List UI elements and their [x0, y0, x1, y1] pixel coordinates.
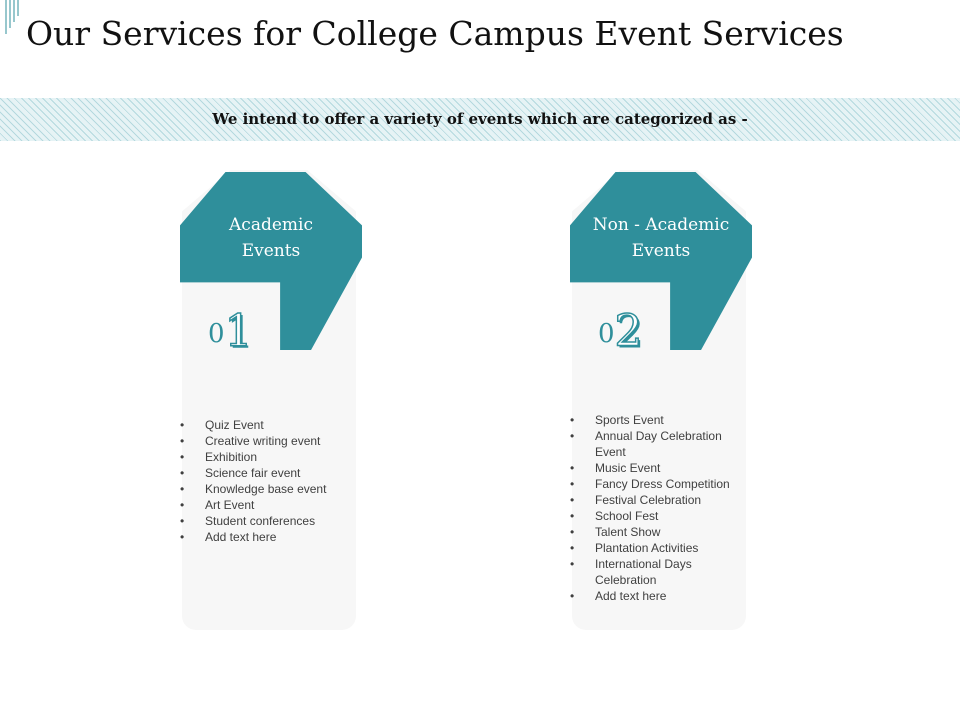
list-item: • Creative writing event — [174, 433, 364, 449]
academic-events-card — [174, 160, 364, 636]
academic-events-list — [174, 417, 364, 545]
list-item: • School Fest — [564, 508, 750, 524]
list-item: • Student conferences — [174, 513, 364, 529]
list-item: • Annual Day Celebration Event — [564, 428, 750, 460]
list-item: • International Days Celebration — [564, 556, 750, 588]
card-heading-line1: Non - Academic — [592, 215, 730, 235]
list-item: • Music Event — [564, 460, 750, 476]
list-item: • Fancy Dress Competition — [564, 476, 750, 492]
list-item: • Festival Celebration — [564, 492, 750, 508]
non-academic-events-list — [564, 412, 750, 604]
banner-text: We intend to offer a variety of events which are categorized as - — [212, 110, 748, 128]
card-number-prefix: 0 — [598, 319, 615, 349]
list-item: • Add text here — [174, 529, 364, 545]
list-item: • Art Event — [174, 497, 364, 513]
list-item: • Quiz Event — [174, 417, 364, 433]
card-number-main: 2 — [614, 306, 643, 357]
list-item: • Talent Show — [564, 524, 750, 540]
card-number — [598, 306, 643, 356]
list-item: • Science fair event — [174, 465, 364, 481]
card-heading — [570, 212, 752, 264]
card-heading — [180, 212, 362, 264]
card-number-prefix: 0 — [208, 319, 225, 349]
corner-decoration — [4, 0, 24, 34]
intro-banner — [0, 98, 960, 141]
list-item: • Exhibition — [174, 449, 364, 465]
list-item: • Sports Event — [564, 412, 750, 428]
list-item: • Add text here — [564, 588, 750, 604]
non-academic-events-card — [564, 160, 754, 636]
list-item: • Plantation Activities — [564, 540, 750, 556]
card-number — [208, 306, 253, 356]
card-heading-line2: Events — [241, 241, 301, 261]
card-heading-line1: Academic — [229, 215, 313, 235]
card-heading-line2: Events — [631, 241, 691, 261]
card-number-main: 1 — [224, 306, 253, 357]
page-title: Our Services for College Campus Event Services — [26, 14, 844, 53]
list-item: • Knowledge base event — [174, 481, 364, 497]
